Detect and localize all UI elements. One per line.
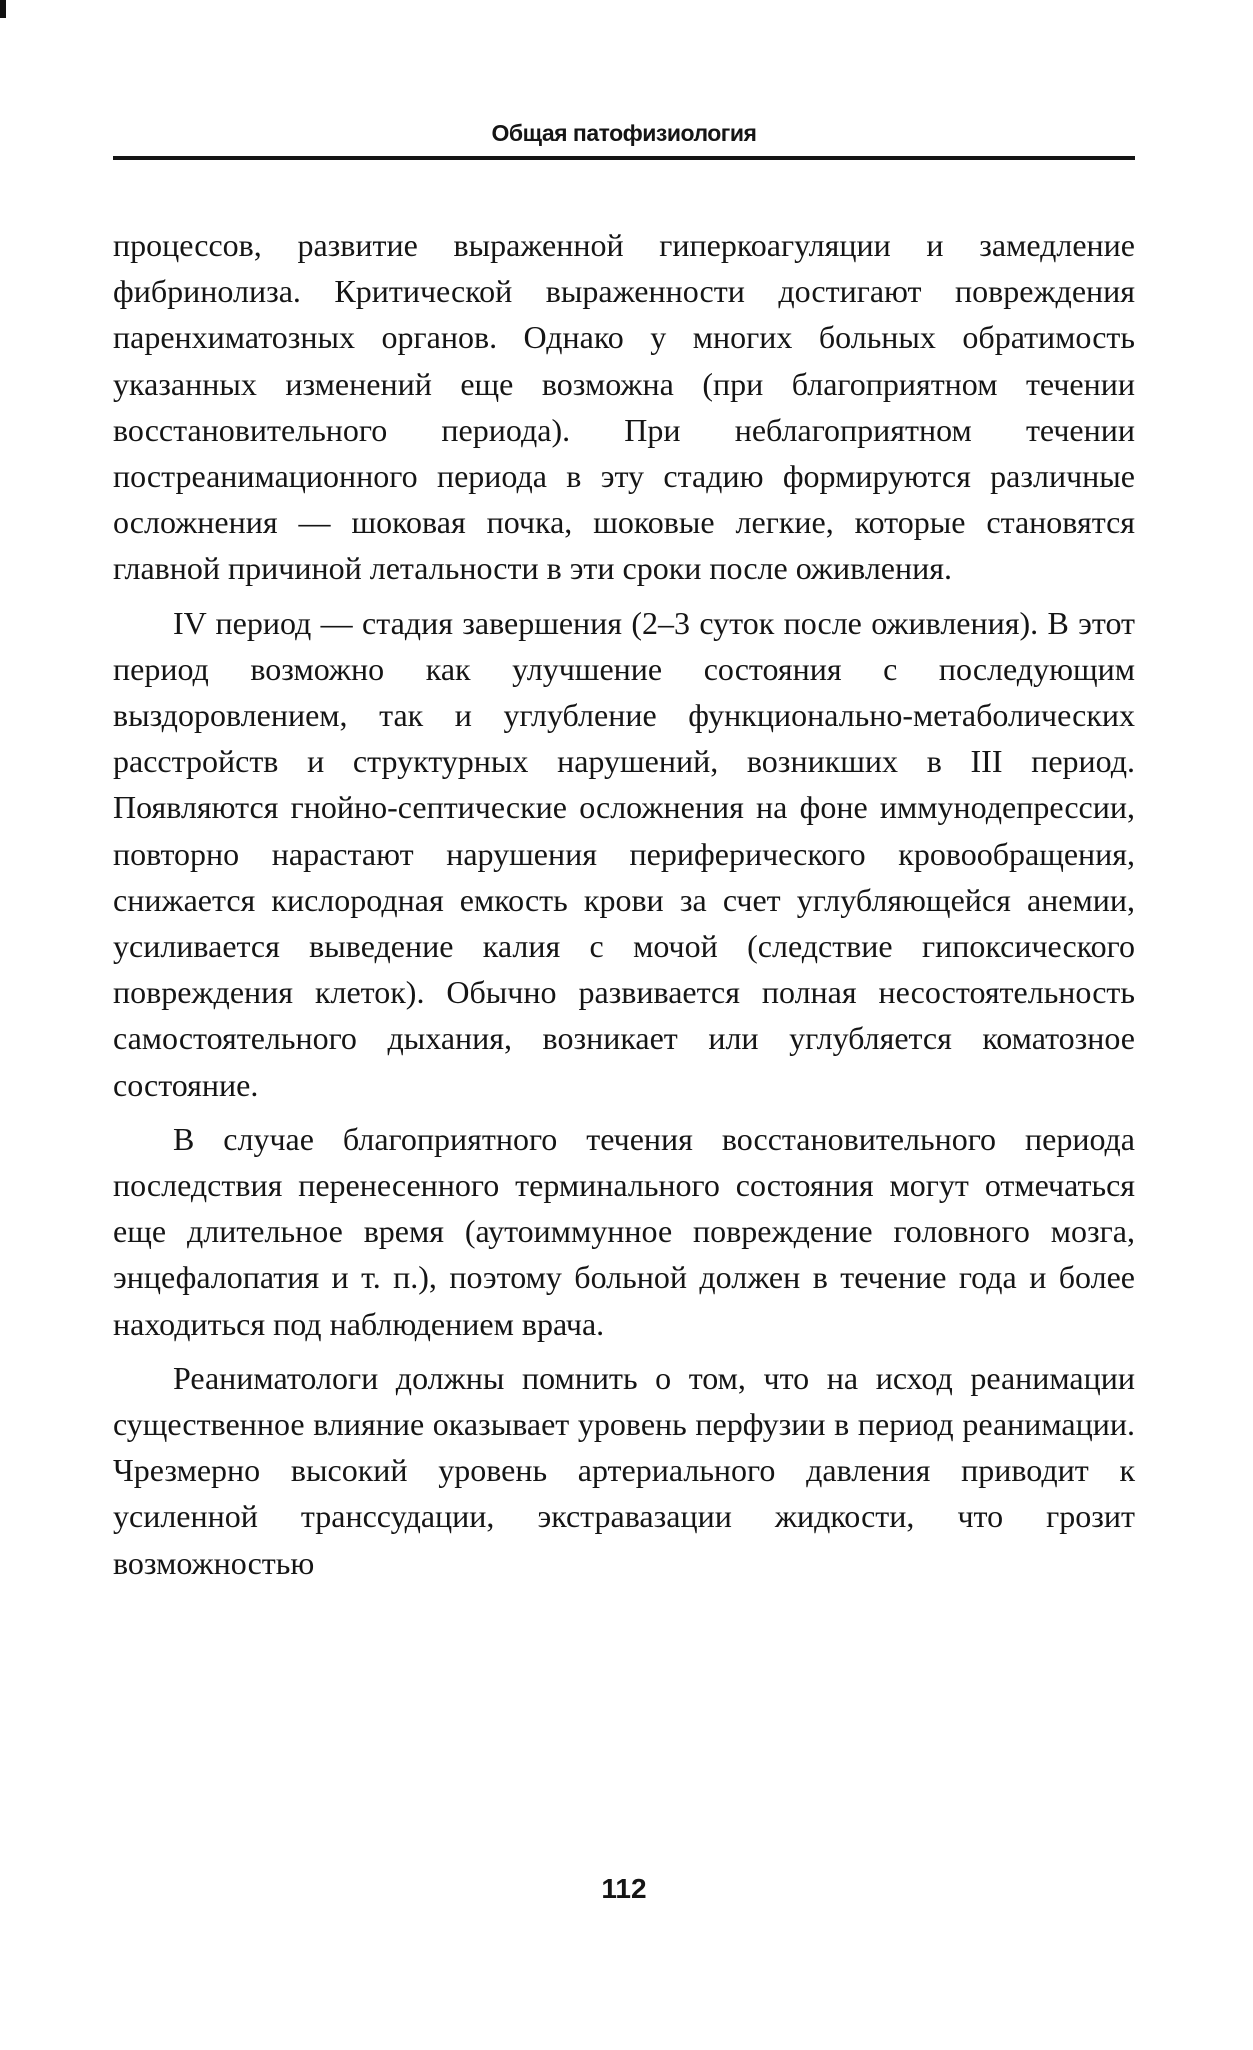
paragraph-4: Реаниматологи должны помнить о том, что на исход реанимации существенное влияние оказывает уровень перфузии в период реанимации. Чрезмерно высокий уровень артериального давления приводит к усиленной транссудации, экстравазации жидкости, что грозит возможностью — [113, 1359, 1135, 1581]
paragraph-2: IV период — стадия завершения (2–3 суток после оживления). В этот период возможно как улучшение состояния с последующим выздоровлением, так и углубление функционально-метаболических расстройств и структурных нарушений, возникших в III период. Появляются гнойно-септические осложнения на фоне иммунодепрессии, повторно нарастают нарушения периферического кровообращения, снижается кислородная емкость крови за счет углубляющейся анемии, усиливается выведение калия с мочой (следствие гипоксического повреждения клеток). Обычно развивается полная несостоятельность самостоятельного дыхания, возникает или углубляется коматозное состояние. — [113, 604, 1135, 1103]
running-head: Общая патофизиология — [491, 120, 757, 146]
body-text — [113, 222, 1135, 1586]
page-number: 112 — [601, 1873, 647, 1904]
paragraph-1: процессов, развитие выраженной гиперкоагуляции и замедление фибринолиза. Критической выраженности достигают повреждения паренхиматозных органов. Однако у многих больных обратимость указанных изменений еще возможна (при благоприятном течении восстановительного периода). При неблагоприятном течении постреанимационного периода в эту стадию формируются различные осложнения — шоковая почка, шоковые легкие, которые становятся главной причиной летальности в эти сроки после оживления. — [113, 227, 1135, 587]
scan-corner-mark — [0, 0, 6, 18]
header-rule — [113, 156, 1135, 160]
paragraph-3: В случае благоприятного течения восстановительного периода последствия перенесенного терминального состояния могут отмечаться еще длительное время (аутоиммунное повреждение головного мозга, энцефалопатия и т. п.), поэтому больной должен в течение года и более находиться под наблюдением врача. — [113, 1120, 1135, 1342]
